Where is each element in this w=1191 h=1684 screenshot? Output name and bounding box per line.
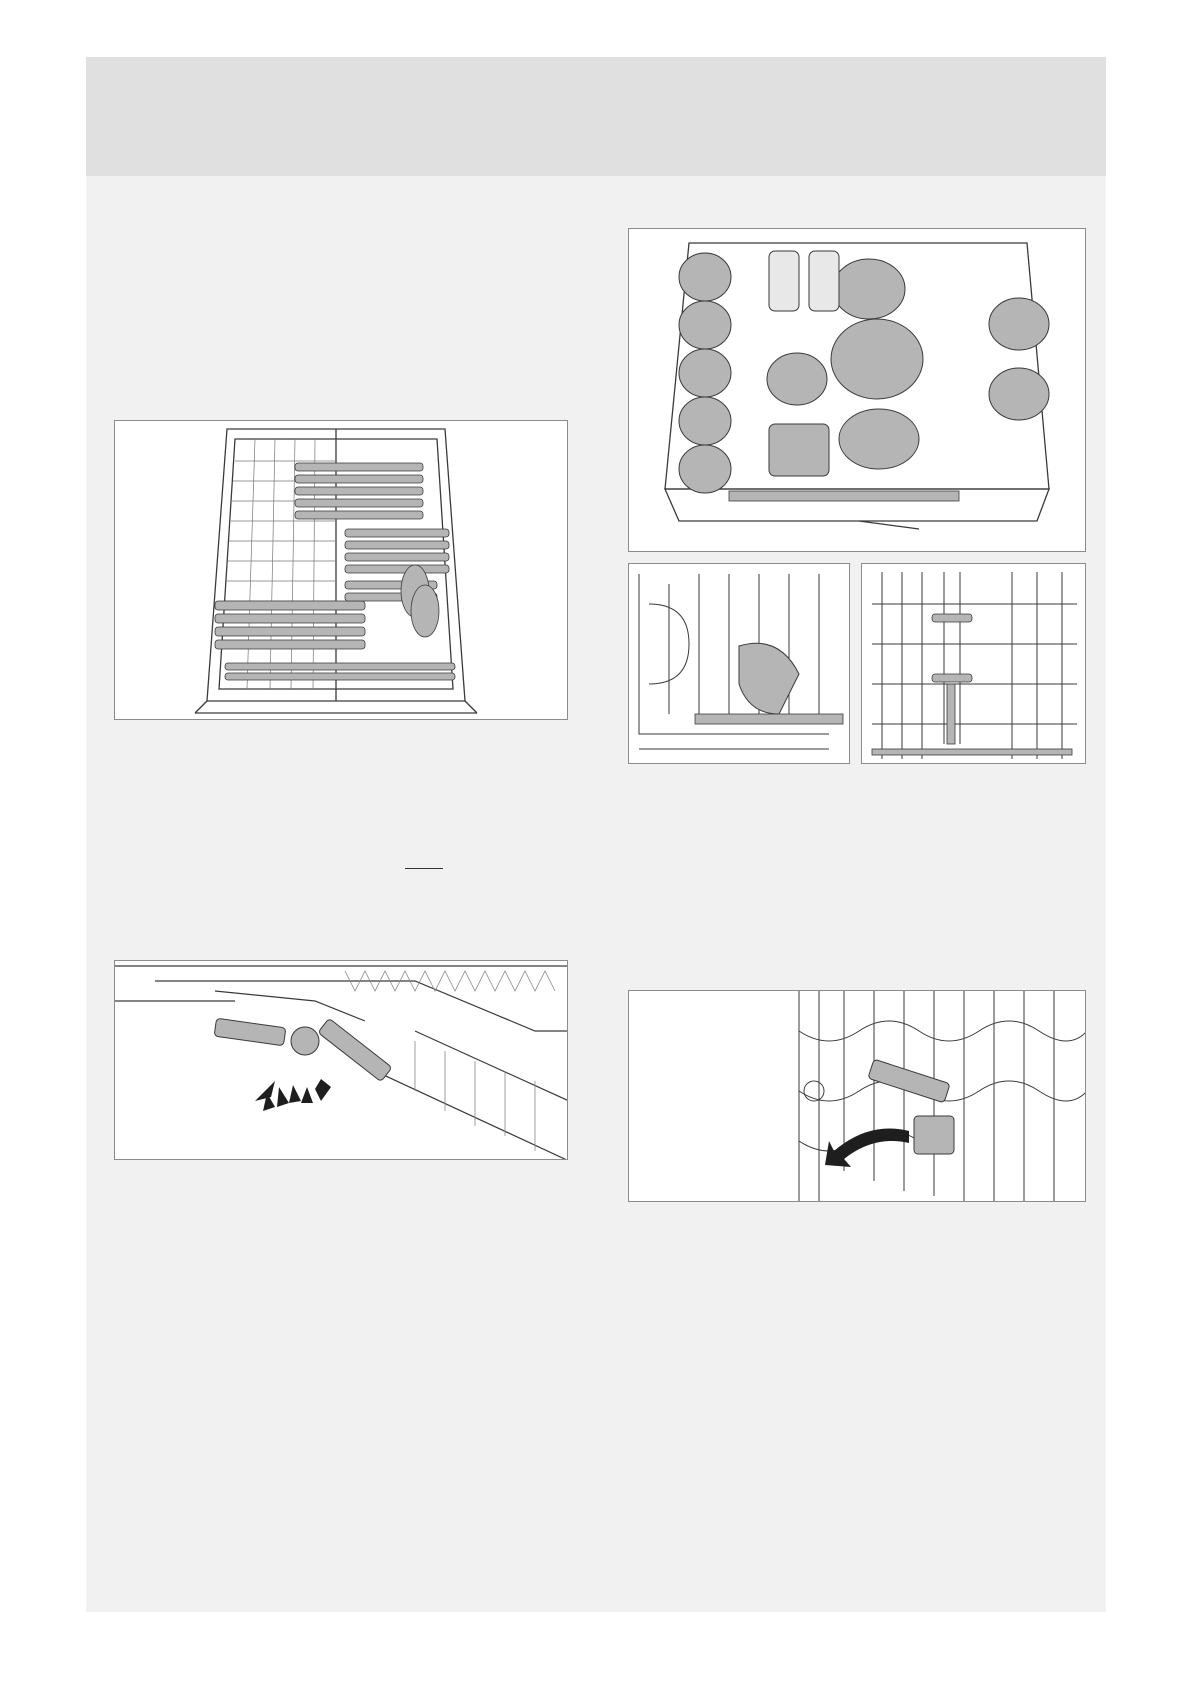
figure-rack-adjust-lever xyxy=(114,960,568,1160)
figure-basket-detail-left xyxy=(628,563,850,764)
cutlery-drawer-icon xyxy=(115,421,568,720)
upper-basket-icon xyxy=(629,229,1086,552)
figure-upper-basket-loaded xyxy=(628,228,1086,552)
basket-rack-detail-icon xyxy=(629,564,850,764)
rotate-lever-icon xyxy=(115,961,568,1160)
figure-basket-height-lever xyxy=(628,990,1086,1202)
page-header-band xyxy=(86,57,1106,176)
figure-cutlery-drawer xyxy=(114,420,568,720)
underline-mark xyxy=(405,868,443,869)
figure-basket-detail-right xyxy=(861,563,1086,764)
fold-lever-icon xyxy=(629,991,1086,1202)
basket-rack-detail-icon xyxy=(862,564,1086,764)
